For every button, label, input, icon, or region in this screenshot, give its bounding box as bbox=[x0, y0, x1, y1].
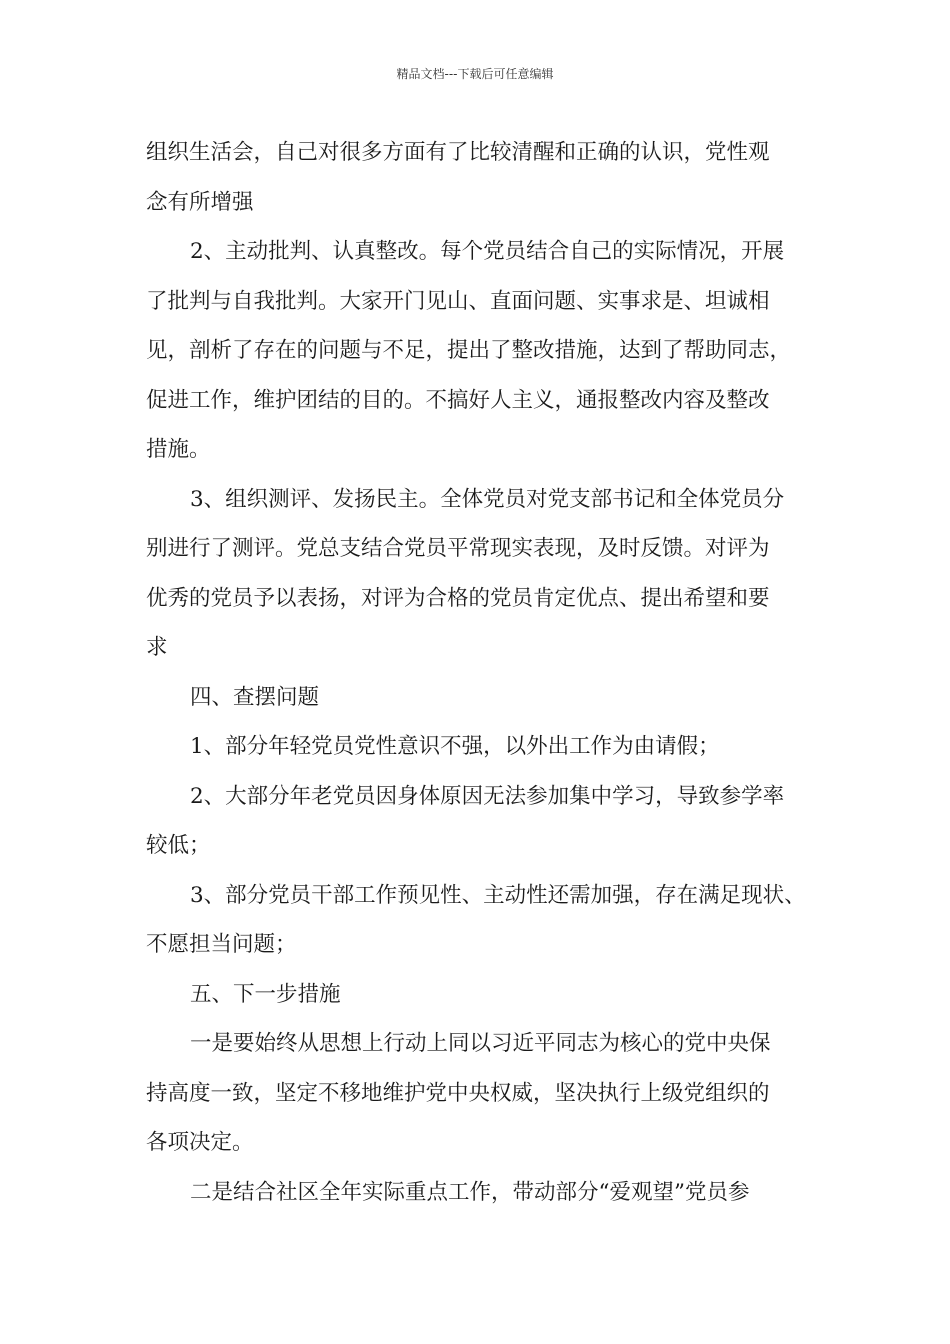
text-line: 二是结合社区全年实际重点工作，带动部分“爱观望”党员参 bbox=[190, 1179, 750, 1205]
page-header: 精品文档---下载后可任意编辑 bbox=[396, 67, 554, 81]
text-line: 别进行了测评。党总支结合党员平常现实表现，及时反馈。对评为 bbox=[146, 536, 770, 561]
text-line: 持高度一致，坚定不移地维护党中央权威，坚决执行上级党组织的 bbox=[146, 1080, 770, 1106]
text-line: 了批判与自我批判。大家开门见山、直面问题、实事求是、坦诚相 bbox=[146, 288, 770, 314]
text-line: 促进工作，维护团结的目的。不搞好人主义，通报整改内容及整改 bbox=[146, 387, 770, 413]
paragraph-measure-2 bbox=[146, 1168, 822, 1218]
text-line: 2、大部分年老党员因身体原因无法参加集中学习，导致参学率 bbox=[190, 783, 785, 809]
text-line: 念有所增强 bbox=[146, 189, 254, 215]
text-line: 见，剖析了存在的问题与不足，提出了整改措施，达到了帮助同志， bbox=[146, 338, 792, 363]
text-line: 1、部分年轻党员党性意识不强，以外出工作为由请假； bbox=[190, 734, 720, 759]
section-heading: 四、查摆问题 bbox=[190, 684, 320, 710]
section-heading-problems bbox=[146, 673, 822, 723]
text-line: 3、部分党员干部工作预见性、主动性还需加强，存在满足现状、 bbox=[190, 882, 806, 908]
paragraph-item-3-evaluation bbox=[146, 475, 822, 673]
text-line: 组织生活会，自己对很多方面有了比较清醒和正确的认识，党性观 bbox=[146, 140, 770, 165]
section-heading: 五、下一步措施 bbox=[190, 981, 341, 1007]
document-body bbox=[146, 128, 822, 1217]
text-line: 措施。 bbox=[146, 437, 211, 462]
text-line: 各项决定。 bbox=[146, 1130, 254, 1155]
text-line: 不愿担当问题； bbox=[146, 932, 297, 957]
text-line: 优秀的党员予以表扬，对评为合格的党员肯定优点、提出希望和要 bbox=[146, 585, 770, 611]
paragraph-item-2-criticism bbox=[146, 227, 822, 475]
text-line: 3、组织测评、发扬民主。全体党员对党支部书记和全体党员分 bbox=[190, 486, 785, 512]
text-line: 较低； bbox=[146, 833, 211, 858]
paragraph-measure-1 bbox=[146, 1019, 822, 1168]
text-line: 一是要始终从思想上行动上同以习近平同志为核心的党中央保 bbox=[190, 1031, 771, 1056]
paragraph-problem-3 bbox=[146, 871, 822, 970]
paragraph-problem-2 bbox=[146, 772, 822, 871]
text-line: 2、主动批判、认真整改。每个党员结合自己的实际情况，开展 bbox=[190, 239, 785, 264]
paragraph-problem-1 bbox=[146, 722, 822, 772]
paragraph-intro-continuation bbox=[146, 128, 822, 227]
text-line: 求 bbox=[146, 635, 168, 660]
section-heading-next-steps bbox=[146, 970, 822, 1020]
